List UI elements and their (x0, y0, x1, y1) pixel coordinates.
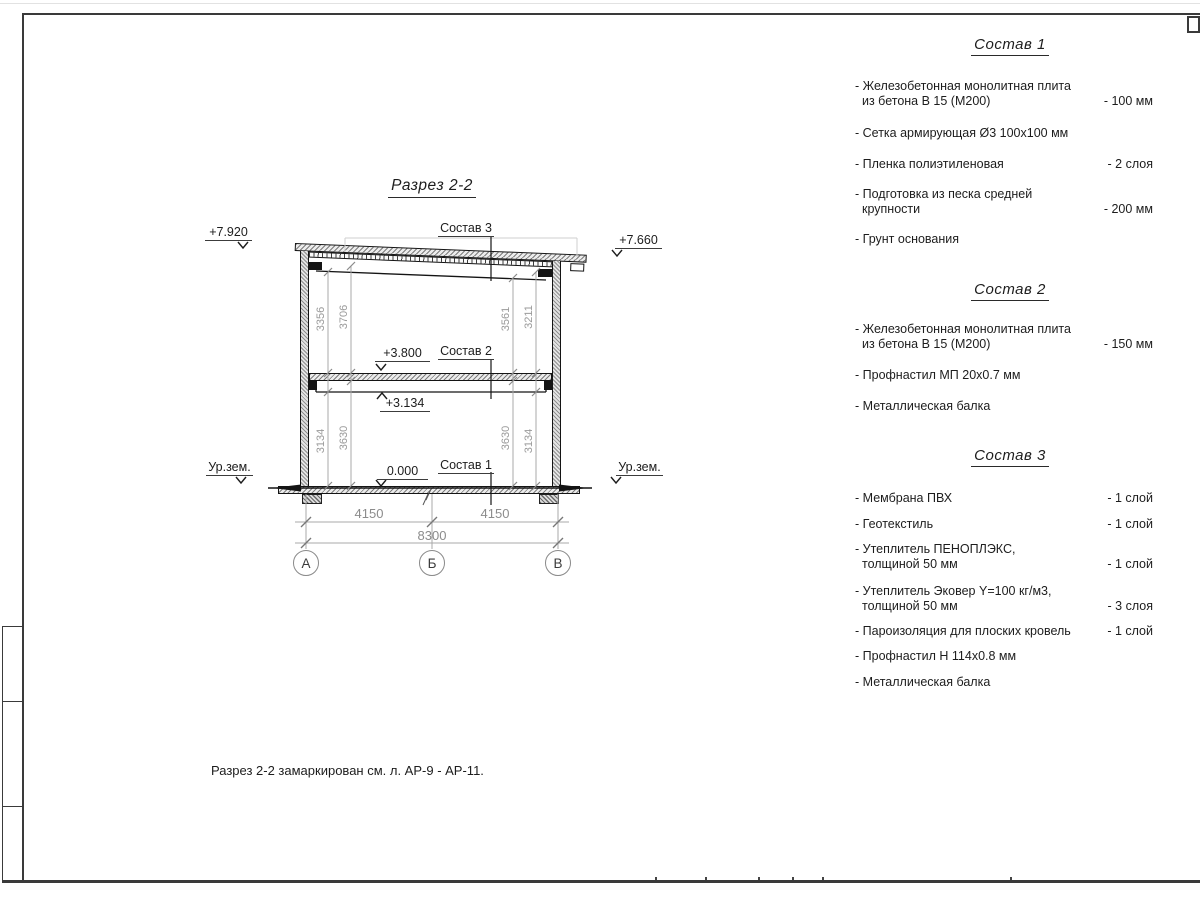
axis-circle-v (545, 550, 571, 576)
spec-item (855, 542, 1155, 572)
roof-assembly (294, 243, 587, 281)
spec-item (855, 232, 1155, 247)
spec-header-2 (860, 281, 1160, 301)
axis-letter: А (301, 555, 311, 571)
spec-item (855, 517, 1155, 532)
spec-item-line: - Геотекстиль (855, 517, 934, 531)
spec-item-line: - Профнастил Н 114х0.8 мм (855, 649, 1017, 663)
spec-item-value: - 1 слой (1107, 517, 1153, 531)
spec-header-text: Состав 3 (971, 447, 1049, 467)
spec-item-line: - Утеплитель Эковер Y=100 кг/м3, (855, 584, 1052, 598)
sheet-frame-left (22, 13, 24, 882)
spec-item (855, 675, 1155, 690)
vdim-label: 3134 (315, 428, 327, 454)
ground-level-label-right: Ур.зем. (616, 460, 663, 476)
spec-item-line: - Грунт основания (855, 232, 960, 246)
spec-item-value: - 2 слоя (1107, 157, 1153, 171)
elevation-label-roof-right: +7.660 (615, 233, 662, 249)
vdim-label: 3356 (315, 306, 327, 332)
spec-item-value: - 200 мм (1103, 202, 1153, 216)
spec-item-line: - Пленка полиэтиленовая (855, 157, 1004, 171)
ground-slab (278, 486, 580, 494)
spec-item-line: из бетона В 15 (М200) (862, 94, 991, 108)
vdim-label: 3630 (500, 425, 512, 451)
elevation-label-beam: +3.134 (380, 396, 430, 412)
spec-item-value: - 1 слой (1107, 624, 1153, 638)
spec-item-value: - 1 слой (1107, 557, 1153, 571)
stamp-column-line (2, 626, 3, 882)
spec-item (855, 322, 1155, 352)
spec-header-1 (860, 36, 1160, 56)
axis-letter: В (553, 555, 563, 571)
spec-item-line: - Сетка армирующая Ø3 100х100 мм (855, 126, 1069, 140)
titleblock-tick (792, 877, 794, 880)
vdim-label: 3561 (500, 306, 512, 332)
wall-right (552, 261, 561, 487)
leader-label-sostav2: Состав 2 (438, 344, 494, 360)
spec-header-text: Состав 2 (971, 281, 1049, 301)
spec-item-line: толщиной 50 мм (862, 599, 958, 613)
spec-item-line: - Металлическая балка (855, 399, 991, 413)
elevation-label-floor1: 0.000 (377, 464, 428, 480)
sheet-frame-top (23, 13, 1200, 15)
spec-item-value: - 1 слой (1107, 491, 1153, 505)
titleblock-tick (705, 877, 707, 880)
spec-item-line: - Пароизоляция для плоских кровель (855, 624, 1071, 638)
spec-item (855, 491, 1155, 506)
spec-item (855, 79, 1155, 109)
wall-left (300, 251, 309, 487)
spec-item-line: - Железобетонная монолитная плита (855, 322, 1071, 336)
spec-item-value: - 100 мм (1103, 94, 1153, 108)
sheet-frame-bottom (2, 880, 1200, 883)
spec-item-line: - Профнастил МП 20х0.7 мм (855, 368, 1021, 382)
foundation-pad-right (539, 494, 559, 504)
spec-item-line: - Мембрана ПВХ (855, 491, 953, 505)
dim-label-span-left: 4150 (354, 506, 384, 521)
section-title: Разрез 2-2 (388, 177, 476, 198)
spec-item-line: - Утеплитель ПЕНОПЛЭКС, (855, 542, 1016, 556)
stamp-column-divider (2, 626, 23, 627)
spec-item (855, 157, 1155, 172)
sheet-note: Разрез 2-2 замаркирован см. л. АР-9 - АР-11. (211, 763, 484, 778)
axis-letter: Б (427, 555, 437, 571)
spec-item-line: толщиной 50 мм (862, 557, 958, 571)
spec-item (855, 399, 1155, 414)
ground-level-label-left: Ур.зем. (206, 460, 253, 476)
floor2-slab (309, 373, 552, 381)
spec-item-line: - Железобетонная монолитная плита (855, 79, 1071, 93)
spec-item (855, 126, 1155, 141)
stamp-column-divider (2, 806, 23, 807)
floor2-beam-line (309, 381, 552, 392)
spec-item (855, 584, 1155, 614)
corner-stamp-box (1187, 16, 1200, 33)
elevation-label-roof-left: +7.920 (205, 225, 252, 241)
leader-label-sostav3: Состав 3 (438, 221, 494, 237)
spec-item (855, 649, 1155, 664)
spec-item-value: - 150 мм (1103, 337, 1153, 351)
vdim-label: 3630 (338, 425, 350, 451)
spec-item-line: крупности (862, 202, 921, 216)
spec-item-value: - 3 слоя (1107, 599, 1153, 613)
dim-label-span-right: 4150 (480, 506, 510, 521)
spec-item (855, 187, 1155, 217)
axis-circle-a (293, 550, 319, 576)
vdim-label: 3211 (523, 305, 535, 329)
titleblock-tick (758, 877, 760, 880)
titleblock-tick (655, 877, 657, 880)
dim-label-total: 8300 (417, 528, 447, 543)
axis-circle-b (419, 550, 445, 576)
leader-label-sostav1: Состав 1 (438, 458, 494, 474)
vdim-label: 3134 (523, 428, 535, 454)
stamp-column-divider (2, 701, 23, 702)
foundation-pad-left (302, 494, 322, 504)
spec-item (855, 624, 1155, 639)
page-top-edge (0, 3, 1200, 4)
roof-end-gutter (570, 263, 584, 272)
spec-header-3 (860, 447, 1160, 467)
titleblock-tick (822, 877, 824, 880)
titleblock-tick (1010, 877, 1012, 880)
vdim-label: 3706 (338, 304, 350, 330)
spec-item-line: - Металлическая балка (855, 675, 991, 689)
spec-item (855, 368, 1155, 383)
spec-header-text: Состав 1 (971, 36, 1049, 56)
spec-item-line: - Подготовка из песка средней (855, 187, 1033, 201)
spec-item-line: из бетона В 15 (М200) (862, 337, 991, 351)
elevation-label-floor2: +3.800 (375, 346, 430, 362)
